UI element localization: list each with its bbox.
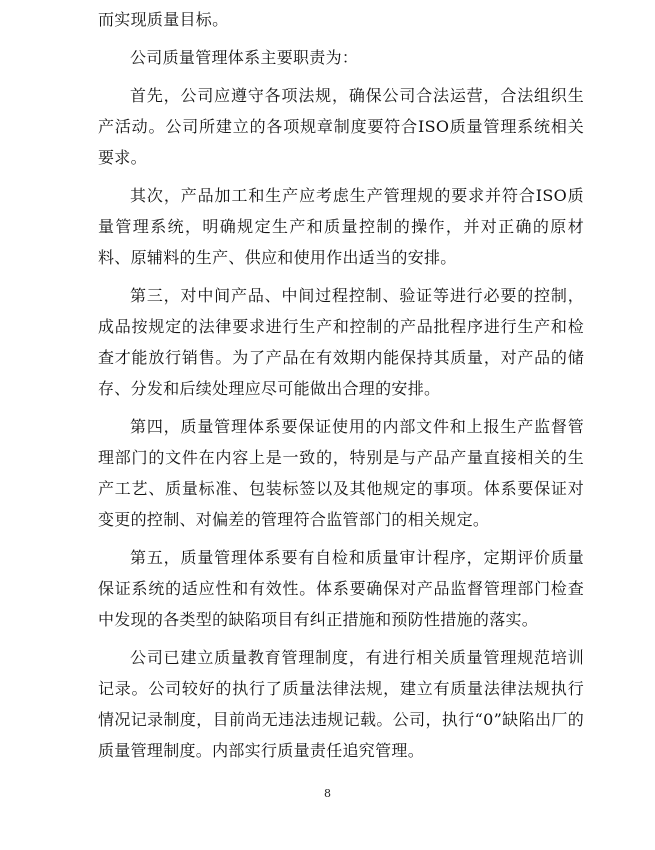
paragraph-first: 首先，公司应遵守各项法规，确保公司合法运营，合法组织生产活动。公司所建立的各项规章制度要符合ISO质量管理系统相关要求。 [98, 86, 584, 167]
paragraph-fourth: 第四，质量管理体系要保证使用的内部文件和上报生产监督管理部门的文件在内容上是一致的，特别是与产品产量直接相关的生产工艺、质量标准、包装标签以及其他规定的事项。体系要保证对变更的控制、对偏差的管理符合监管部门的相关规定。 [98, 417, 584, 529]
paragraph-fifth: 第五，质量管理体系要有自检和质量审计程序，定期评价质量保证系统的适应性和有效性。体系要确保对产品监督管理部门检查中发现的各类型的缺陷项目有纠正措施和预防性措施的落实。 [98, 548, 584, 629]
paragraph-responsibilities-intro: 公司质量管理体系主要职责为： [130, 48, 359, 67]
paragraph-third: 第三，对中间产品、中间过程控制、验证等进行必要的控制，成品按规定的法律要求进行生产和控制的产品批程序进行生产和检查才能放行销售。为了产品在有效期内能保持其质量，对产品的储存、分发和后续处理应尽可能做出合理的安排。 [98, 286, 584, 398]
document-body [98, 4, 584, 773]
paragraph-second: 其次，产品加工和生产应考虑生产管理规的要求并符合ISO质量管理系统，明确规定生产和质量控制的操作，并对正确的原材料、原辅料的生产、供应和使用作出适当的安排。 [98, 186, 584, 267]
page-number: 8 [324, 787, 331, 800]
paragraph-continuation: 而实现质量目标。 [98, 10, 229, 29]
paragraph-quality-education: 公司已建立质量教育管理制度，有进行相关质量管理规范培训记录。公司较好的执行了质量法律法规，建立有质量法律法规执行情况记录制度，目前尚无违法违规记载。公司，执行“0”缺陷出厂的质量管理制度。内部实行质量责任追究管理。 [98, 648, 584, 760]
